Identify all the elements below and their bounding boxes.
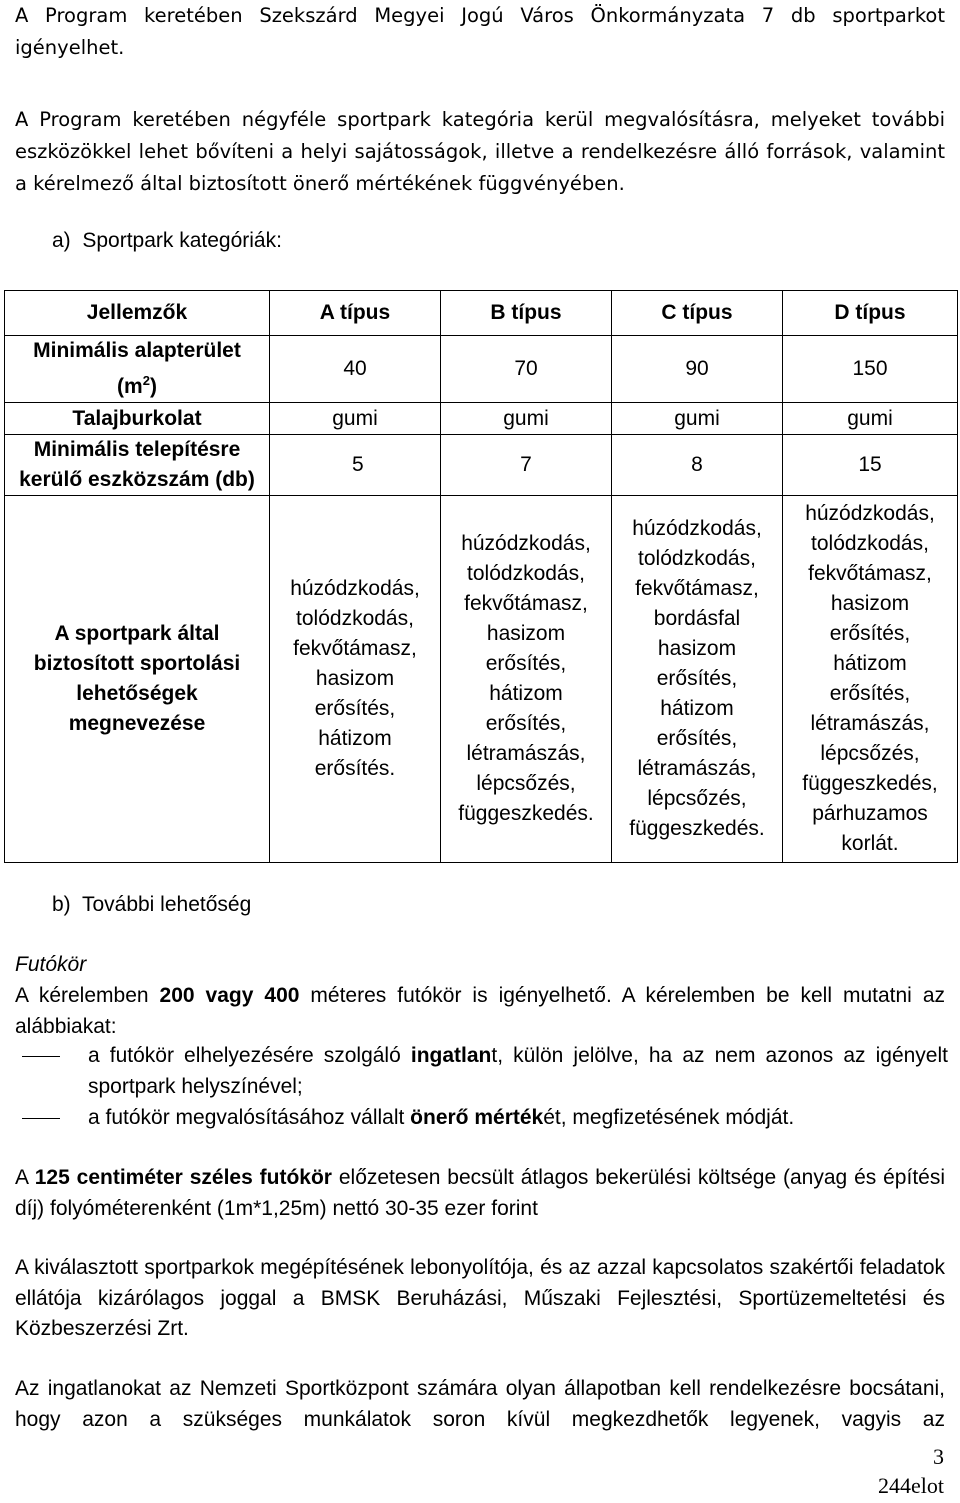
bullet-dash	[22, 1056, 60, 1057]
futokor-paragraph: A kérelemben 200 vagy 400 méteres futókör is igényelhető. A kérelemben be kell mutatni az alábbiakat:	[15, 984, 946, 1038]
header-cell: C típus	[612, 291, 783, 336]
cost-paragraph: A 125 centiméter széles futókör előzetesen becsült átlagos bekerülési költsége (anyag és építési díj) folyóméterenként (1m*1,25m) nettó 30-35 ezer forint	[15, 1166, 946, 1220]
row-label: Minimális telepítésre kerülő eszközszám (db)	[5, 435, 270, 496]
table-cell: 15	[783, 435, 958, 496]
table-cell: gumi	[783, 403, 958, 435]
table-cell: 150	[783, 336, 958, 403]
nsk-paragraph: Az ingatlanokat az Nemzeti Sportközpont számára olyan állapotban kell rendelkezésre bocsátani, hogy azon a szükséges munkálatok soron kívül megkezdhetők legyenek, vagyis az	[15, 1377, 945, 1431]
table-row-devices	[5, 435, 958, 496]
footer-label: 244elot	[878, 1473, 944, 1498]
intro-paragraph-1: A Program keretében Szekszárd Megyei Jogú Város Önkormányzata 7 db sportparkot igényelhet.	[15, 4, 945, 59]
row-label: A sportpark által biztosított sportolási lehetőségek megnevezése	[5, 496, 270, 863]
section-b-label: b) További lehetőség	[52, 893, 252, 916]
row-label: Minimális alapterület $(m^2)$	[5, 336, 270, 403]
header-cell: A típus	[270, 291, 441, 336]
table-cell: gumi	[270, 403, 441, 435]
bullet-dash	[22, 1118, 60, 1119]
options-cell-d: húzódzkodás, tolódzkodás, fekvőtámasz, hasizom erősítés, hátizom erősítés, létramászás, lépcsőzés, függeszkedés, párhuzamos korlát.	[783, 496, 958, 863]
options-cell-a: húzódzkodás, tolódzkodás, fekvőtámasz, hasizom erősítés, hátizom erősítés.	[270, 496, 441, 863]
header-cell: B típus	[441, 291, 612, 336]
table-cell: 40	[270, 336, 441, 403]
options-cell-b: húzódzkodás, tolódzkodás, fekvőtámasz, hasizom erősítés, hátizom erősítés, létramászás, lépcsőzés, függeszkedés.	[441, 496, 612, 863]
table-cell: 70	[441, 336, 612, 403]
options-cell-c: húzódzkodás, tolódzkodás, fekvőtámasz, bordásfal hasizom erősítés, hátizom erősítés, létramászás, lépcsőzés, függeszkedés.	[612, 496, 783, 863]
futokor-bullet-1: a futókör elhelyezésére szolgáló ingatlant, külön jelölve, ha az nem azonos az igényelt sportpark helyszínével;	[88, 1044, 948, 1098]
page-number: 3	[933, 1444, 944, 1469]
row-label: Talajburkolat	[5, 403, 270, 435]
header-cell: Jellemzők	[5, 291, 270, 336]
table-cell: 7	[441, 435, 612, 496]
futokor-title: Futókör	[15, 953, 87, 976]
futokor-bullet-2: a futókör megvalósításához vállalt önerő mértékét, megfizetésének módját.	[88, 1106, 795, 1129]
table-row-area	[5, 336, 958, 403]
sportpark-categories-table	[4, 290, 958, 863]
table-cell: 90	[612, 336, 783, 403]
table-cell: gumi	[441, 403, 612, 435]
bmsk-paragraph: A kiválasztott sportparkok megépítésének lebonyolítója, és az azzal kapcsolatos szakértői feladatok ellátója kizárólagos joggal a BMSK Beruházási, Műszaki Fejlesztési, Sportüzemeltetési és Közbeszerzési Zrt.	[15, 1256, 945, 1340]
table-header-row	[5, 291, 958, 336]
table-row-surface	[5, 403, 958, 435]
table-row-options	[5, 496, 958, 863]
table-cell: 5	[270, 435, 441, 496]
table-cell: 8	[612, 435, 783, 496]
section-a-label: a) Sportpark kategóriák:	[52, 229, 282, 252]
table-cell: gumi	[612, 403, 783, 435]
header-cell: D típus	[783, 291, 958, 336]
intro-paragraph-2: A Program keretében négyféle sportpark kategória kerül megvalósításra, melyeket további eszközökkel lehet bővíteni a helyi sajátosságok, illetve a rendelkezésre álló források, valamint a kérelmező által biztosított önerő mértékének függvényében.	[15, 108, 945, 195]
